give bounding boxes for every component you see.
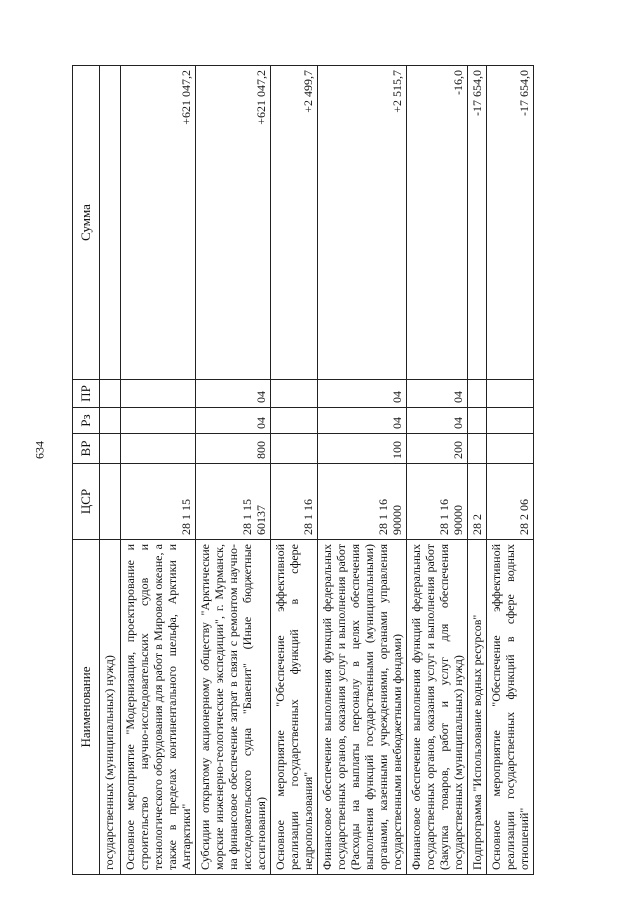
cell-sum: -17 654,0 xyxy=(468,66,487,380)
header-sum: Сумма xyxy=(73,66,100,380)
cell-name: Основное мероприятие "Обеспечение эффективной реализации государственных функций в сфере недропользования" xyxy=(271,540,318,875)
cell-vr: 800 xyxy=(196,434,271,464)
cell-sum: -17 654,0 xyxy=(487,66,534,380)
cell-sum: +621 047,2 xyxy=(196,66,271,380)
cell-pr xyxy=(468,380,487,408)
header-vr: ВР xyxy=(73,434,100,464)
cell-rz xyxy=(271,408,318,434)
table-row xyxy=(468,66,487,875)
cell-name: Финансовое обеспечение выполнения функций федеральных государственных органов, оказания услуг и выполнения работ (Расходы на выплаты персоналу в целях обеспечения выполнения функций государственными (муниципальными) органами, казенными учреждениями, органами управления государственными внебюджетными фондами) xyxy=(318,540,407,875)
cell-rz: 04 xyxy=(196,408,271,434)
cell-name: государственных (муниципальных) нужд) xyxy=(100,540,121,875)
cell-pr xyxy=(121,380,196,408)
cell-rz xyxy=(487,408,534,434)
header-csr: ЦСР xyxy=(73,464,100,540)
cell-csr: 28 1 15 60137 xyxy=(196,464,271,540)
table-row xyxy=(407,66,468,875)
cell-csr: 28 2 06 xyxy=(487,464,534,540)
cell-sum: +621 047,2 xyxy=(121,66,196,380)
table-row xyxy=(487,66,534,875)
cell-csr: 28 1 16 xyxy=(271,464,318,540)
cell-csr: 28 1 16 90000 xyxy=(407,464,468,540)
table-row xyxy=(196,66,271,875)
cell-vr xyxy=(100,434,121,464)
cell-csr: 28 2 xyxy=(468,464,487,540)
budget-table xyxy=(72,65,534,875)
cell-pr xyxy=(100,380,121,408)
cell-name: Финансовое обеспечение выполнения функций федеральных государственных органов, оказания услуг и выполнения работ (Закупка товаров, работ и услуг для обеспечения государственных (муниципальных) нужд) xyxy=(407,540,468,875)
table-row xyxy=(121,66,196,875)
table-row xyxy=(100,66,121,875)
cell-vr xyxy=(468,434,487,464)
cell-rz xyxy=(121,408,196,434)
cell-sum xyxy=(100,66,121,380)
cell-pr xyxy=(271,380,318,408)
cell-pr: 04 xyxy=(318,380,407,408)
page-number: 634 xyxy=(32,441,47,459)
header-name: Наименование xyxy=(73,540,100,875)
cell-rz xyxy=(100,408,121,434)
cell-csr: 28 1 16 90000 xyxy=(318,464,407,540)
cell-vr xyxy=(271,434,318,464)
cell-rz: 04 xyxy=(318,408,407,434)
cell-rz: 04 xyxy=(407,408,468,434)
cell-rz xyxy=(468,408,487,434)
table-row xyxy=(271,66,318,875)
cell-vr: 200 xyxy=(407,434,468,464)
cell-name: Основное мероприятие "Модернизация, проектирование и строительство научно-исследовательских судов и технологического оборудования для работ в Мировом океане, а также в пределах континентального шельфа, Арктики и Антарктики" xyxy=(121,540,196,875)
header-row xyxy=(73,66,100,875)
cell-name: Субсидии открытому акционерному обществу "Арктические морские инженерно-геологические экспедиции", г. Мурманск, на финансовое обеспечение затрат в связи с ремонтом научно-исследовательского судна "Бавенит" (Иные бюджетные ассигнования) xyxy=(196,540,271,875)
cell-csr xyxy=(100,464,121,540)
cell-name: Основное мероприятие "Обеспечение эффективной реализации государственных функций в сфере водных отношений" xyxy=(487,540,534,875)
cell-sum: +2 499,7 xyxy=(271,66,318,380)
rotated-table-container xyxy=(72,66,594,875)
header-pr: ПР xyxy=(73,380,100,408)
header-rz: Рз xyxy=(73,408,100,434)
cell-vr xyxy=(487,434,534,464)
cell-sum: -16,0 xyxy=(407,66,468,380)
cell-pr: 04 xyxy=(407,380,468,408)
cell-pr: 04 xyxy=(196,380,271,408)
cell-name: Подпрограмма "Использование водных ресурсов" xyxy=(468,540,487,875)
table-row xyxy=(318,66,407,875)
cell-vr: 100 xyxy=(318,434,407,464)
cell-sum: +2 515,7 xyxy=(318,66,407,380)
cell-pr xyxy=(487,380,534,408)
cell-csr: 28 1 15 xyxy=(121,464,196,540)
cell-vr xyxy=(121,434,196,464)
